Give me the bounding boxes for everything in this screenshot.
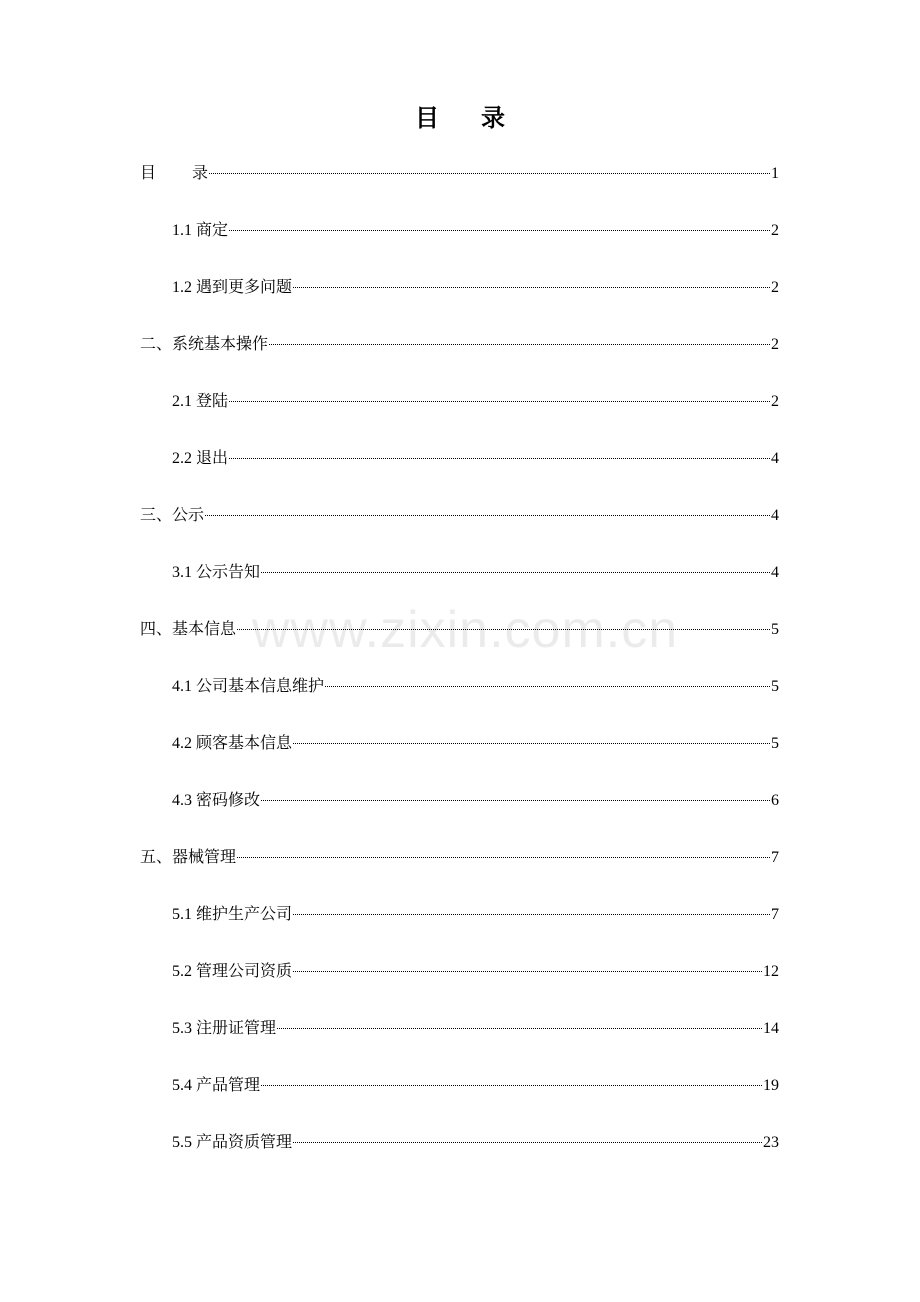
title-char-1: 目	[415, 104, 439, 132]
toc-entry-label: 4.1 公司基本信息维护	[172, 678, 325, 695]
dot-leader	[209, 173, 770, 174]
watermark: www.zixin.com.cn	[251, 601, 679, 659]
toc-entry-label	[140, 162, 208, 186]
toc-entry-4-2[interactable]	[172, 732, 779, 756]
dot-leader	[229, 458, 770, 459]
title-char-2: 录	[481, 104, 505, 132]
toc-page-number: 2	[771, 336, 779, 353]
toc-page-number: 4	[771, 507, 779, 524]
toc-page-number: 5	[771, 678, 779, 695]
dot-leader	[261, 572, 770, 573]
dot-leader	[325, 686, 770, 687]
dot-leader	[277, 1028, 762, 1029]
toc-entry-4-3[interactable]	[172, 789, 779, 813]
dot-leader	[205, 515, 770, 516]
toc-page-number: 5	[771, 735, 779, 752]
toc-page-number: 2	[771, 222, 779, 239]
dot-leader	[229, 401, 770, 402]
toc-entry-label: 3.1 公示告知	[172, 564, 261, 581]
toc-entry-label: 二、系统基本操作	[140, 336, 269, 353]
dot-leader	[293, 287, 770, 288]
toc-entry-label: 5.1 维护生产公司	[172, 906, 293, 923]
toc-page-number: 12	[763, 963, 779, 980]
dot-leader	[293, 971, 762, 972]
toc-entry-5-2[interactable]	[172, 960, 779, 984]
toc-label-char-2: 录	[192, 165, 209, 182]
page-title	[0, 98, 920, 133]
toc-page-number: 7	[771, 849, 779, 866]
toc-label-char-1: 目	[140, 165, 157, 182]
dot-leader	[293, 1142, 762, 1143]
toc-entry-label: 2.1 登陆	[172, 393, 229, 410]
toc-entry-5-4[interactable]	[172, 1074, 779, 1098]
toc-page-number: 2	[771, 279, 779, 296]
toc-page-number: 7	[771, 906, 779, 923]
dot-leader	[237, 629, 770, 630]
toc-entry-label: 4.2 顾客基本信息	[172, 735, 293, 752]
toc-entry-label: 5.5 产品资质管理	[172, 1134, 293, 1151]
toc-entry-5[interactable]	[140, 846, 779, 870]
toc-page-number: 2	[771, 393, 779, 410]
toc-entry-label: 三、公示	[140, 507, 205, 524]
toc-entry-5-3[interactable]	[172, 1017, 779, 1041]
toc-entry-2[interactable]	[140, 333, 779, 357]
toc-entry-4[interactable]	[140, 618, 779, 642]
toc-entry-label: 5.4 产品管理	[172, 1077, 261, 1094]
dot-leader	[293, 914, 770, 915]
toc-entry-2-1[interactable]	[172, 390, 779, 414]
dot-leader	[293, 743, 770, 744]
toc-page-number: 4	[771, 564, 779, 581]
toc-entry-1-2[interactable]	[172, 276, 779, 300]
toc-entry-2-2[interactable]	[172, 447, 779, 471]
toc-entry-label: 1.2 遇到更多问题	[172, 279, 293, 296]
dot-leader	[269, 344, 770, 345]
toc-page-number: 14	[763, 1020, 779, 1037]
toc-entry-label: 2.2 退出	[172, 450, 229, 467]
toc-entry-label: 4.3 密码修改	[172, 792, 261, 809]
dot-leader	[261, 800, 770, 801]
toc-entry-label: 五、器械管理	[140, 849, 237, 866]
toc-entry-label: 5.3 注册证管理	[172, 1020, 277, 1037]
toc-entry-1-1[interactable]	[172, 219, 779, 243]
toc-page-number: 6	[771, 792, 779, 809]
toc-page-number: 5	[771, 621, 779, 638]
toc-entry-5-1[interactable]	[172, 903, 779, 927]
dot-leader	[261, 1085, 762, 1086]
toc-page-number: 19	[763, 1077, 779, 1094]
dot-leader	[229, 230, 770, 231]
toc-entry-label: 四、基本信息	[140, 621, 237, 638]
toc-entry-3-1[interactable]	[172, 561, 779, 585]
toc-entry-4-1[interactable]	[172, 675, 779, 699]
toc-page-number: 1	[771, 165, 779, 182]
toc-entry-label: 5.2 管理公司资质	[172, 963, 293, 980]
toc-entry-3[interactable]	[140, 504, 779, 528]
toc-entry-5-5[interactable]	[172, 1131, 779, 1155]
dot-leader	[237, 857, 770, 858]
toc-page-number: 23	[763, 1134, 779, 1151]
toc-entry-label: 1.1 商定	[172, 222, 229, 239]
toc-page-number: 4	[771, 450, 779, 467]
toc-entry-contents[interactable]	[140, 162, 779, 186]
